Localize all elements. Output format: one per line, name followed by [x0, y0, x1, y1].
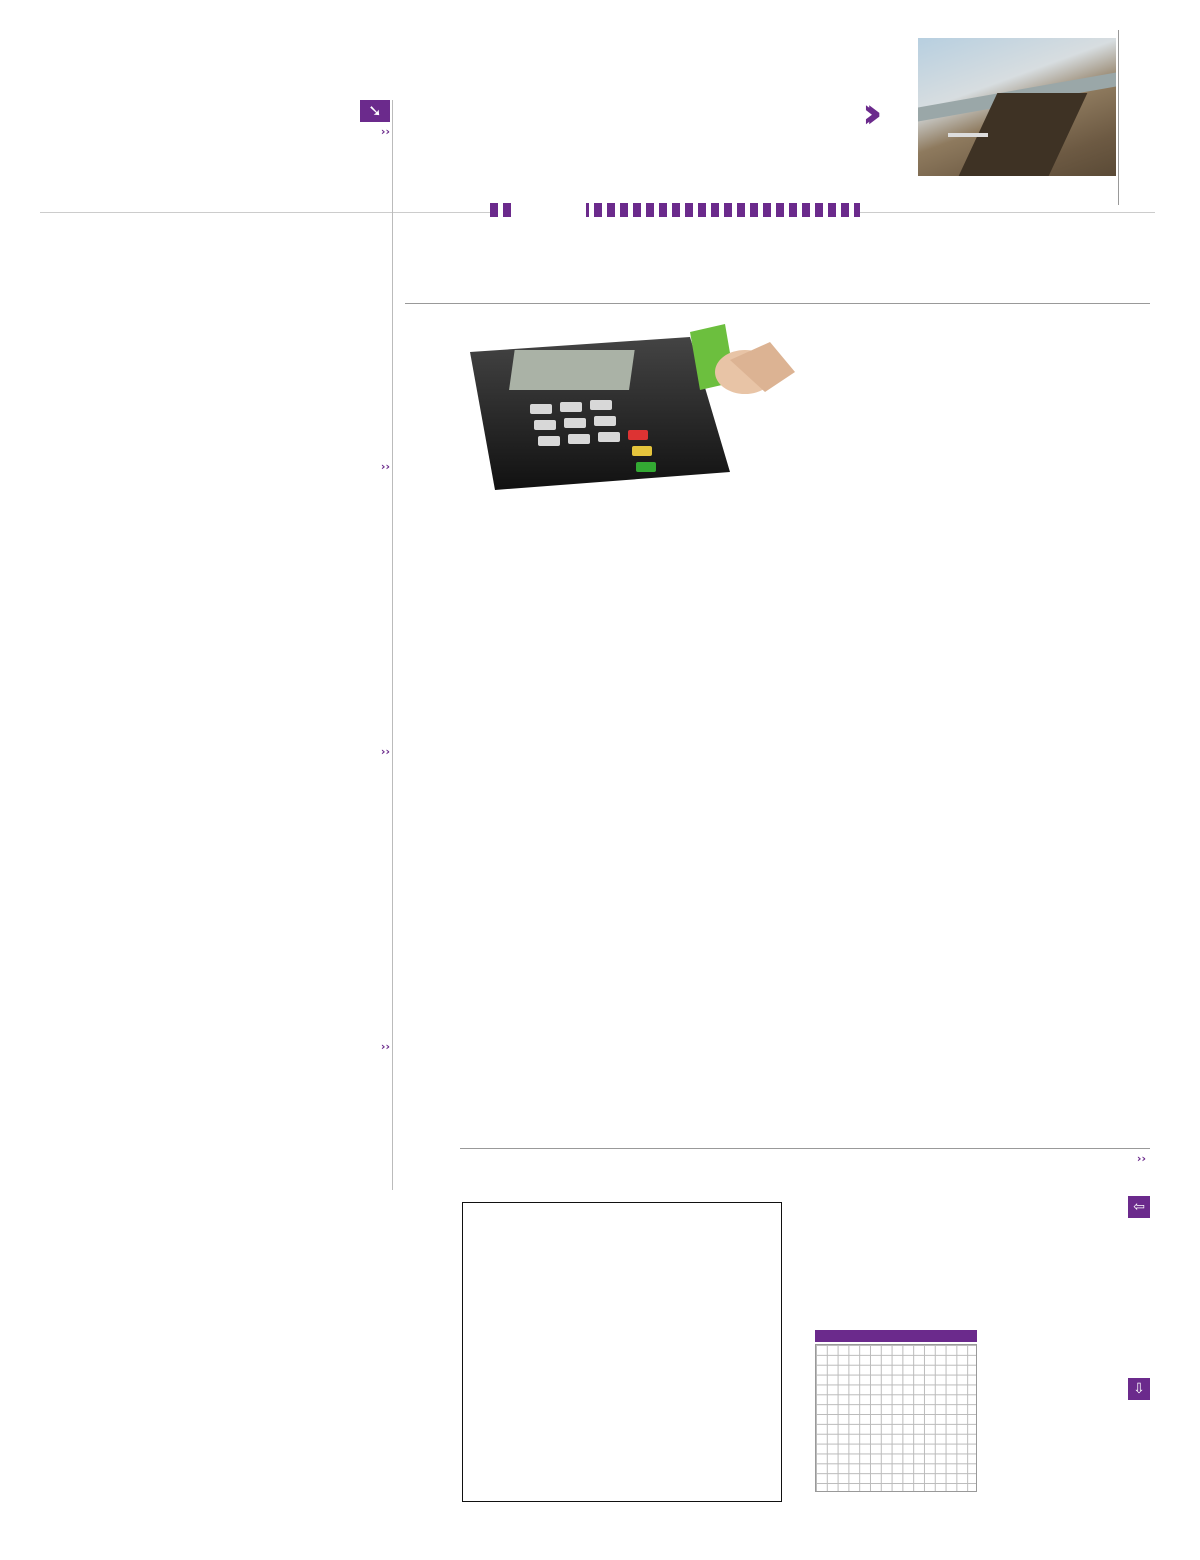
col-mid2-text-b	[648, 974, 810, 1114]
down-arrow-icon: ⇩	[1128, 1378, 1150, 1400]
col-right-text	[988, 312, 1150, 620]
silhouette-strip	[40, 1505, 1150, 1551]
col-right-text-b	[988, 626, 1150, 1122]
chevron-icon: ‹‹	[380, 460, 390, 473]
crossword-column-numbers	[462, 1188, 782, 1200]
chevron-icon: ‹‹	[380, 1040, 390, 1053]
chevron-icon: ‹‹	[862, 88, 869, 137]
crossword-grid[interactable]	[462, 1202, 782, 1502]
col-mid-text	[818, 312, 980, 338]
main-col-left	[466, 498, 641, 1142]
n1-body	[40, 146, 390, 442]
across-arrow-icon: ⇦	[1128, 1196, 1150, 1218]
n4-title	[40, 1040, 390, 1053]
down-clues	[982, 1380, 1124, 1480]
n3-body	[40, 764, 390, 1024]
title-rule	[405, 303, 1150, 304]
sidebar	[40, 122, 390, 1182]
crossword-title	[1000, 1152, 1150, 1172]
main-col-right	[988, 312, 1150, 1142]
solution-title	[815, 1330, 977, 1342]
solution-grid	[815, 1344, 977, 1492]
section-label	[516, 200, 586, 220]
sidebar-divider	[392, 100, 393, 1190]
col-mid-text-b	[818, 344, 980, 644]
n4-body	[40, 1059, 390, 1193]
chevron-icon: ‹‹	[380, 125, 390, 138]
pos-terminal-image	[400, 312, 810, 494]
pos-terminal-icon	[400, 312, 810, 494]
crossword-row-numbers	[784, 1202, 800, 1502]
sidebar-tag	[310, 100, 390, 122]
n2-body	[40, 479, 390, 727]
vertical-clues	[815, 1192, 977, 1322]
across-clues	[982, 1196, 1124, 1374]
n1-title	[40, 125, 390, 138]
chevron-icon: ‹‹	[1136, 1152, 1146, 1165]
n3-title	[40, 745, 390, 758]
page-number	[462, 198, 490, 232]
canal-photo	[918, 38, 1116, 176]
silhouette-icon	[40, 1505, 1150, 1529]
col-left-text-b	[466, 884, 641, 1134]
top-news-body	[466, 82, 878, 180]
masthead-divider	[1118, 30, 1119, 205]
col-mid2-text	[648, 498, 810, 968]
col-left-text	[466, 498, 641, 878]
col-mid-text-c	[818, 650, 980, 1100]
chevron-icon: ‹‹	[380, 745, 390, 758]
main-col-mid2	[648, 498, 810, 1142]
main-col-mid	[818, 312, 980, 1142]
arrow-icon: ➘	[360, 100, 390, 122]
paper-logo	[922, 172, 1118, 196]
crossword-rule	[460, 1148, 1150, 1149]
n2-title	[40, 460, 390, 473]
